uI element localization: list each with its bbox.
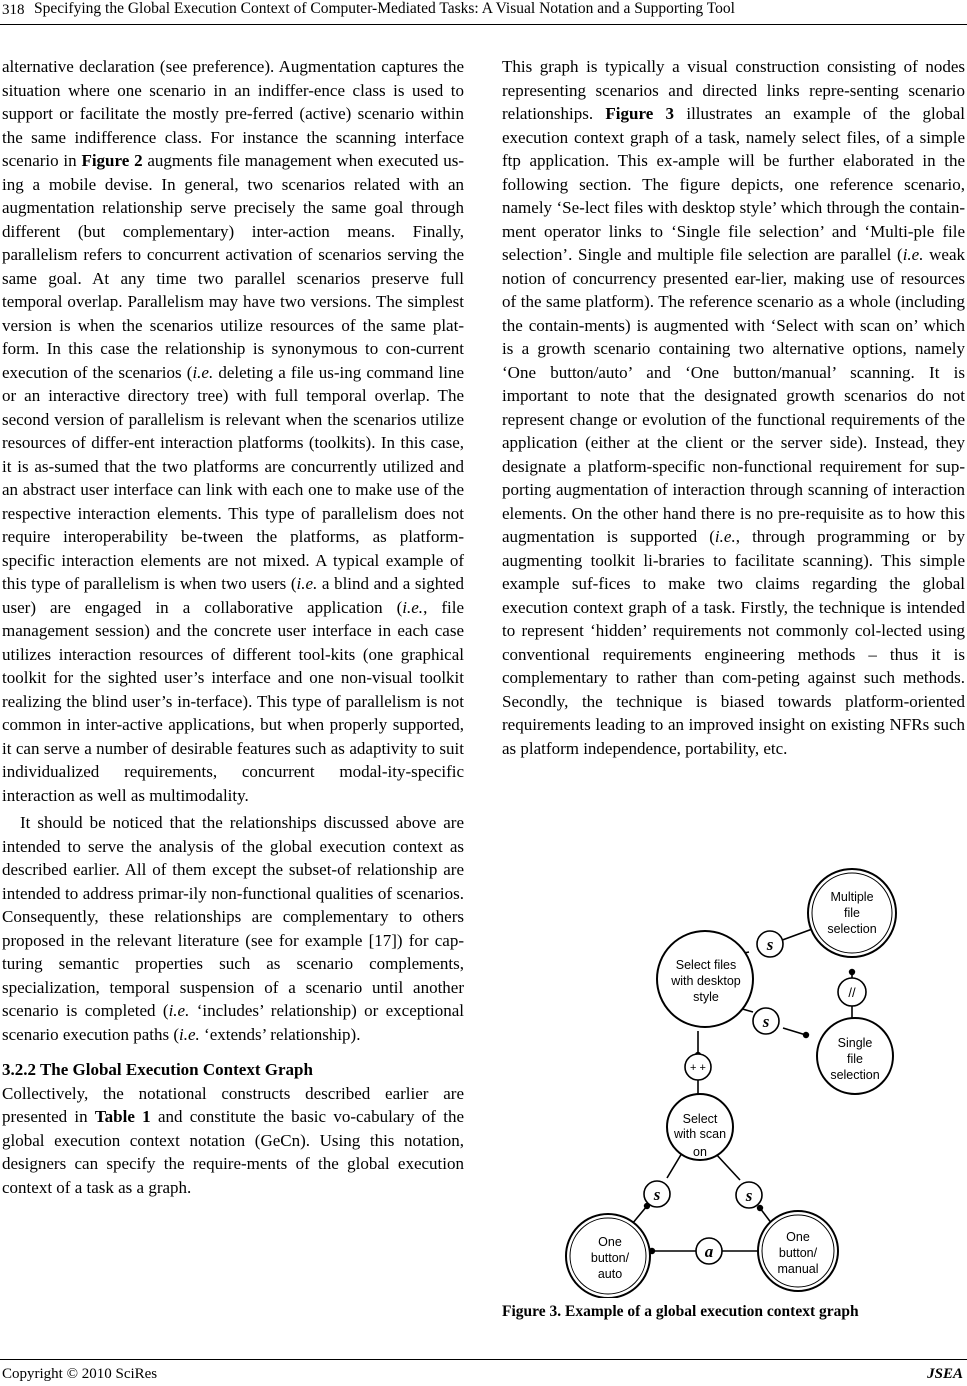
svg-text:with desktop: with desktop [671,974,741,988]
right-column [502,55,965,760]
figure-caption: Figure 3. Example of a global execution context graph [502,1303,859,1320]
node-one-button-auto [566,1214,650,1298]
svg-text:with scan: with scan [673,1127,727,1141]
node-single-file-selection [817,1018,893,1094]
svg-text:a: a [704,1242,714,1261]
operator-alternative [696,1238,722,1264]
svg-text:s: s [762,1012,770,1031]
node-select-with-scan-on [667,1094,733,1160]
svg-text:manual: manual [777,1262,819,1276]
svg-text:One: One [786,1230,810,1244]
edge-s2-to-single [783,1028,806,1035]
operator-augment [685,1054,711,1080]
edge-scan-to-s3 [667,1153,682,1178]
svg-text:button/: button/ [778,1246,818,1260]
operator-s-middle [753,1008,779,1034]
arrow-dot [757,1205,763,1211]
page-number: 318 [2,2,25,18]
footer-rule [0,1359,967,1360]
svg-text:file: file [844,906,860,920]
execution-context-graph [540,868,930,1298]
paragraph-graph: This graph is typically a visual construction consisting of nodes representing scenarios and directed links repre-senting scenario relationships. Figure 3 illustrates an example of the global execution context graph of a task, namely select files, of a simple ftp application. This ex-ample will be further elaborated in the following section. The figure depicts, one reference scenario, namely ‘Se-lect files with desktop style’ which through the contain-ment operator links to ‘Single file selection’ and ‘Multi-ple file selection’. Single and multiple file selection are parallel (i.e. weak notion of concurrency presented ear-lier, making use of resources of the same platform). The reference scenario as a whole (including the contain-ments) is augmented with ‘Select with scan on’ which is a growth scenario containing two alternative options, namely ‘One button/auto’ and ‘One button/manual’ scanning. It is important to note that the designated growth scenarios do not represent change or evolution of the functional requirements of the application (either at the client or the server side). Instead, they designate a platform-specific non-functional requirement for sup-porting augmentation of interaction through scanning of interaction elements. On the other hand there is no pre-requisite as to how this augmentation is supported (i.e., through programming or by augmenting toolkit li-braries to facilitate scanning). This simple example suf-fices to make two claims regarding the global execution context graph of a task. Firstly, the technique is intended to represent ‘hidden’ requirements not commonly col-lected using conventional requirements engineering methods – thus it is complementary to rather than com-peting against such methods. Secondly, the technique is biased towards platform-oriented requirements leading to an improved insight on existing NFRs such as platform independence, portability, etc. [502,57,965,758]
page-header [0,0,967,28]
svg-text:selection: selection [827,922,877,936]
svg-text:selection: selection [830,1068,880,1082]
svg-text:Single: Single [837,1036,873,1050]
svg-text:style: style [693,990,719,1004]
svg-text:on: on [693,1145,707,1159]
svg-text:+ +: + + [690,1062,706,1074]
paragraph-relationships: It should be noticed that the relationships discussed above are intended to serve the analysis of the global execution context as described earlier. All of them except the subset-of relationship are intended to address primar-ily non-functional qualities of scenarios. Consequently, these relationships are complementary to others proposed in the relevant literature (see for example [17]) for cap-turing semantic properties such as scenario complements, specialization, temporal suspension of a scenario until another scenario is completed (i.e. ‘includes’ relationship) or exceptional scenario execution paths (i.e. ‘extends’ relationship). [2,813,464,1044]
copyright-notice: Copyright © 2010 SciRes [2,1366,158,1382]
section-heading: 3.2.2 The Global Execution Context Graph [2,1060,313,1079]
node-multiple-file-selection [808,869,896,957]
operator-parallel [838,978,866,1006]
paragraph-augmentation: alternative declaration (see preference). Augmentation captures the situation where one scenario in an indiffer-ence class is used to support or facilitate the mostly pre-ferred (active) scenario within the same indifference class. For instance the scanning interface scenario in Figure 2 augments file management when executed us-ing a mobile devise. In general, two scenarios related with an augmentation relationship serve precisely the same goal through different (but complementary) inter-action means. Finally, parallelism refers to concurrent activation of scenarios serving the same goal. At any time two parallel scenarios preserve full temporal overlap. Parallelism may have two versions. The simplest version is when the scenarios utilize resources of the same plat-form. In this case the relationship is synonymous to con-current execution of the scenarios (i.e. deleting a file us-ing command line or an interactive directory tree) with full temporal overlap. The second version of parallelism is relevant when the scenarios utilize resources of differ-ent interaction platforms (toolkits). In this case, it is as-sumed that the two platforms are concurrently utilized and an abstract user interface can link with each one to make use of the respective interaction elements. This type of parallelism does not require interoperability be-tween the platforms, as platform-specific interaction elements are not mixed. A typical example of this type of parallelism is when two users (i.e. a blind and a sighted user) are engaged in a collaborative application (i.e., file management session) and the concrete user interface in each case utilizes interaction resources of different tool-kits (one graphical toolkit for the sighted user’s interface and one non-visual toolkit realizing the blind user’s in-terface). This type of parallelism is not common in inter-active applications, but when properly supported, it can serve a number of desirable features such as adaptivity to suit individualized requirements, concurrent modal-ity-specific interaction as well as multimodality. [2,57,464,805]
svg-text:s: s [745,1186,753,1205]
svg-text:s: s [653,1185,661,1204]
left-column [2,55,464,1199]
node-select-files-desktop [657,931,753,1027]
paragraph-gecn: Collectively, the notational constructs described earlier are presented in Table 1 and constitute the basic vo-cabulary of the global execution context notation (GeCn). Using this notation, designers can specify the require-ments of the global execution context of a task as a graph. [2,1083,464,1197]
svg-text:s: s [766,935,774,954]
header-rule [0,24,967,25]
svg-text:auto: auto [597,1267,623,1281]
journal-name: JSEA [927,1366,963,1382]
arrow-dot [803,1032,809,1038]
arrow-dot [849,969,855,975]
operator-s-top [757,931,783,957]
svg-text://: // [848,985,856,1000]
operator-s-left [644,1181,670,1207]
node-one-button-manual [758,1211,838,1291]
operator-s-right [736,1182,762,1208]
svg-text:One: One [598,1235,622,1249]
svg-text:Multiple: Multiple [830,890,874,904]
svg-text:button/: button/ [590,1251,630,1265]
running-title: Specifying the Global Execution Context of Computer-Mediated Tasks: A Visual Notation and a Supporting Tool [34,0,735,17]
svg-text:Select files: Select files [675,958,737,972]
edge-scan-to-s4 [715,1153,740,1180]
svg-text:file: file [847,1052,863,1066]
svg-text:Select: Select [682,1112,718,1126]
